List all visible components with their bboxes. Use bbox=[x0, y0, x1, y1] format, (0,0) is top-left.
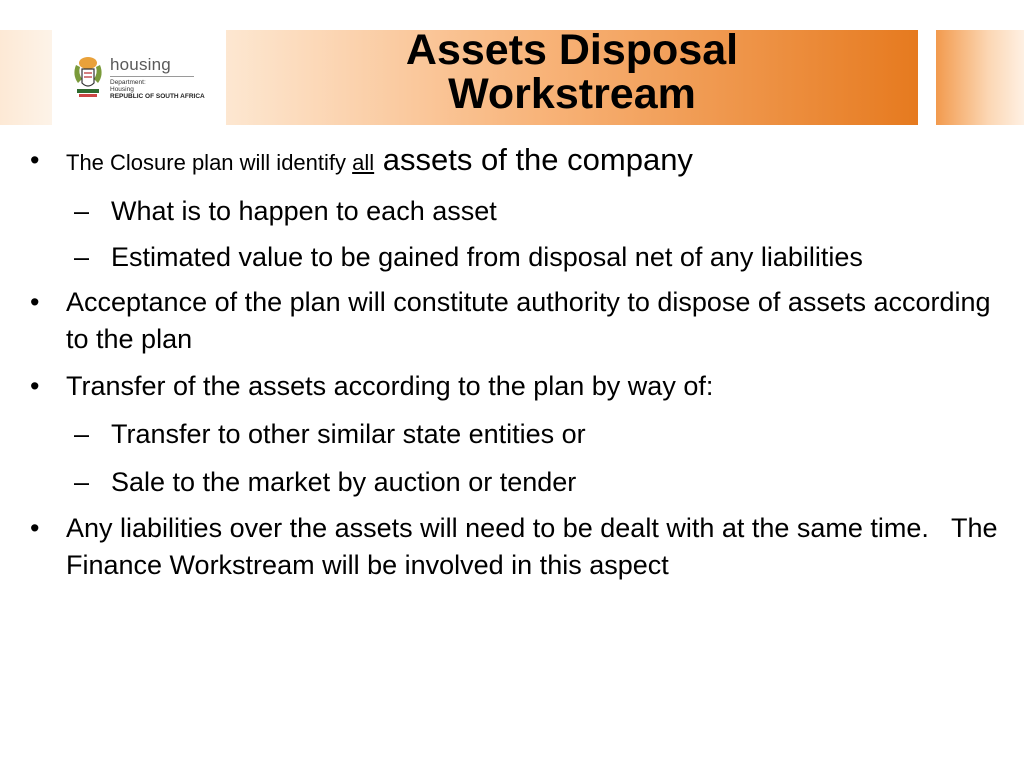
bullet-marker: • bbox=[30, 513, 40, 543]
bullet-1-text-a: The Closure plan will identify bbox=[66, 150, 353, 175]
bullet-3-text: Transfer of the assets according to the plan by way of: bbox=[66, 371, 714, 401]
bullet-1-text-b: assets of the company bbox=[374, 142, 693, 177]
title-line-1: Assets Disposal bbox=[405, 26, 739, 74]
bullet-1 bbox=[30, 140, 1005, 183]
bullet-1-sub-2 bbox=[30, 239, 1005, 276]
bullet-4-text: Any liabilities over the assets will need to be dealt with at the same time. The Finance Workstream will be involved in this aspect bbox=[66, 513, 1005, 580]
dash-marker: – bbox=[74, 242, 90, 272]
header-right-strip bbox=[936, 30, 1024, 125]
bullet-1-sub-2-text: Estimated value to be gained from disposal net of any liabilities bbox=[111, 242, 863, 272]
bullet-2 bbox=[30, 284, 1005, 358]
bullet-marker: • bbox=[30, 371, 40, 401]
logo-housing: Housing bbox=[110, 86, 134, 93]
header-left-strip bbox=[0, 30, 52, 125]
bullet-3 bbox=[30, 366, 1005, 406]
title-line-2: Workstream bbox=[448, 70, 696, 118]
slide-title bbox=[226, 28, 918, 116]
dash-marker: – bbox=[74, 419, 90, 449]
dash-marker: – bbox=[74, 196, 90, 226]
bullet-marker: • bbox=[30, 145, 40, 175]
bullet-3-sub-2 bbox=[30, 462, 1005, 502]
bullet-3-sub-1 bbox=[30, 414, 1005, 454]
bullet-1-sub-1-text: What is to happen to each asset bbox=[111, 196, 497, 226]
coat-of-arms-icon bbox=[70, 55, 106, 99]
logo-republic: REPUBLIC OF SOUTH AFRICA bbox=[110, 93, 205, 100]
slide-body bbox=[30, 140, 1005, 592]
bullet-4 bbox=[30, 510, 1005, 584]
bullet-2-text: Acceptance of the plan will constitute authority to dispose of assets according to the plan bbox=[66, 287, 991, 354]
bullet-1-sub-1 bbox=[30, 191, 1005, 231]
logo-department: Department: bbox=[110, 79, 146, 86]
logo-divider bbox=[110, 76, 194, 77]
logo-word: housing bbox=[110, 55, 171, 74]
bullet-1-underlined: all bbox=[352, 150, 375, 175]
dash-marker: – bbox=[74, 467, 90, 497]
bullet-3-sub-1-text: Transfer to other similar state entities or bbox=[111, 419, 586, 449]
bullet-marker: • bbox=[30, 287, 40, 317]
bullet-3-sub-2-text: Sale to the market by auction or tender bbox=[111, 467, 577, 497]
